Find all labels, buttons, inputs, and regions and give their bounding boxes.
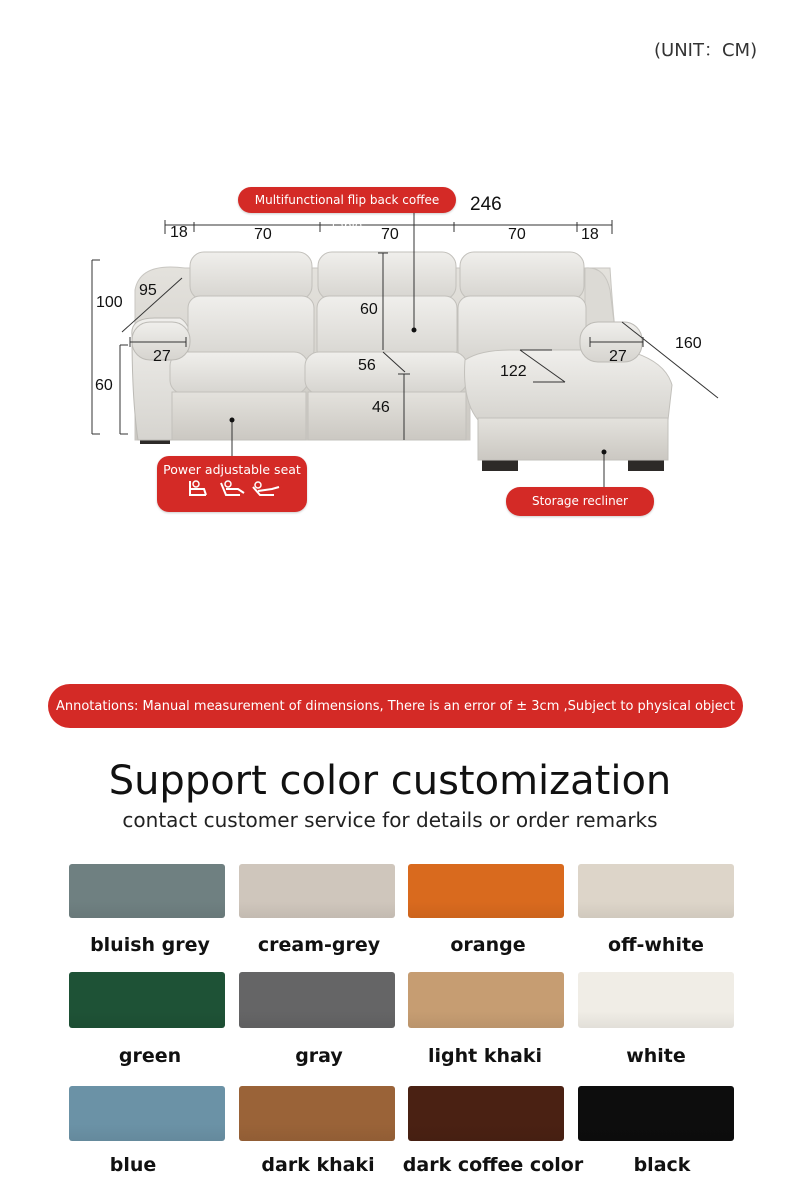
color-swatch[interactable] xyxy=(239,864,395,918)
color-label: white xyxy=(626,1045,686,1067)
color-swatch[interactable] xyxy=(578,1086,734,1141)
page-subtitle: contact customer service for details or order remarks xyxy=(122,808,658,832)
page-title: Support color customization xyxy=(108,758,672,804)
measurement-annotation: Annotations: Manual measurement of dimensions, There is an error of ± 3cm ,Subject to physical object xyxy=(48,684,743,728)
color-label: orange xyxy=(450,934,526,956)
dim-total-height: 100 xyxy=(96,294,123,311)
color-label: black xyxy=(633,1154,691,1176)
dim-seat-1: 70 xyxy=(254,226,272,243)
dim-total-width: 246 xyxy=(470,194,502,215)
dim-back-height: 60 xyxy=(360,301,378,318)
color-swatch[interactable] xyxy=(578,864,734,918)
storage-recliner-callout: Storage recliner xyxy=(506,487,654,516)
color-label: gray xyxy=(295,1045,343,1067)
coffee-table-callout: Multifunctional flip back coffee table xyxy=(238,187,456,213)
dim-arm-width-left: 27 xyxy=(153,348,171,365)
dim-arm-width-right: 27 xyxy=(609,348,627,365)
dim-arm-right: 18 xyxy=(581,226,599,243)
color-swatch[interactable] xyxy=(408,864,564,918)
dim-back-depth: 95 xyxy=(139,282,157,299)
color-swatch[interactable] xyxy=(408,1086,564,1141)
color-label: green xyxy=(118,1045,182,1067)
dim-chaise-length: 160 xyxy=(675,335,702,352)
color-swatch[interactable] xyxy=(239,1086,395,1141)
dim-arm-height: 60 xyxy=(95,377,113,394)
color-label: bluish grey xyxy=(90,934,210,956)
dim-seat-depth: 56 xyxy=(358,357,376,374)
unit-label: (UNIT：CM) xyxy=(654,40,758,61)
dim-chaise-width: 122 xyxy=(500,363,527,380)
color-swatch[interactable] xyxy=(69,972,225,1028)
power-seat-label: Power adjustable seat xyxy=(163,462,301,477)
color-label: light khaki xyxy=(428,1045,542,1067)
dim-seat-height: 46 xyxy=(372,399,390,416)
color-swatch[interactable] xyxy=(408,972,564,1028)
dim-seat-3: 70 xyxy=(508,226,526,243)
color-swatch[interactable] xyxy=(69,864,225,918)
color-swatch[interactable] xyxy=(239,972,395,1028)
color-label: off-white xyxy=(608,934,704,956)
color-swatch[interactable] xyxy=(69,1086,225,1141)
color-label: cream-grey xyxy=(257,934,381,956)
color-label: blue xyxy=(109,1154,157,1176)
dim-seat-2: 70 xyxy=(381,226,399,243)
color-swatch[interactable] xyxy=(578,972,734,1028)
color-label: dark khaki xyxy=(261,1154,375,1176)
dim-arm-left: 18 xyxy=(170,224,188,241)
color-label: dark coffee color xyxy=(402,1154,584,1176)
